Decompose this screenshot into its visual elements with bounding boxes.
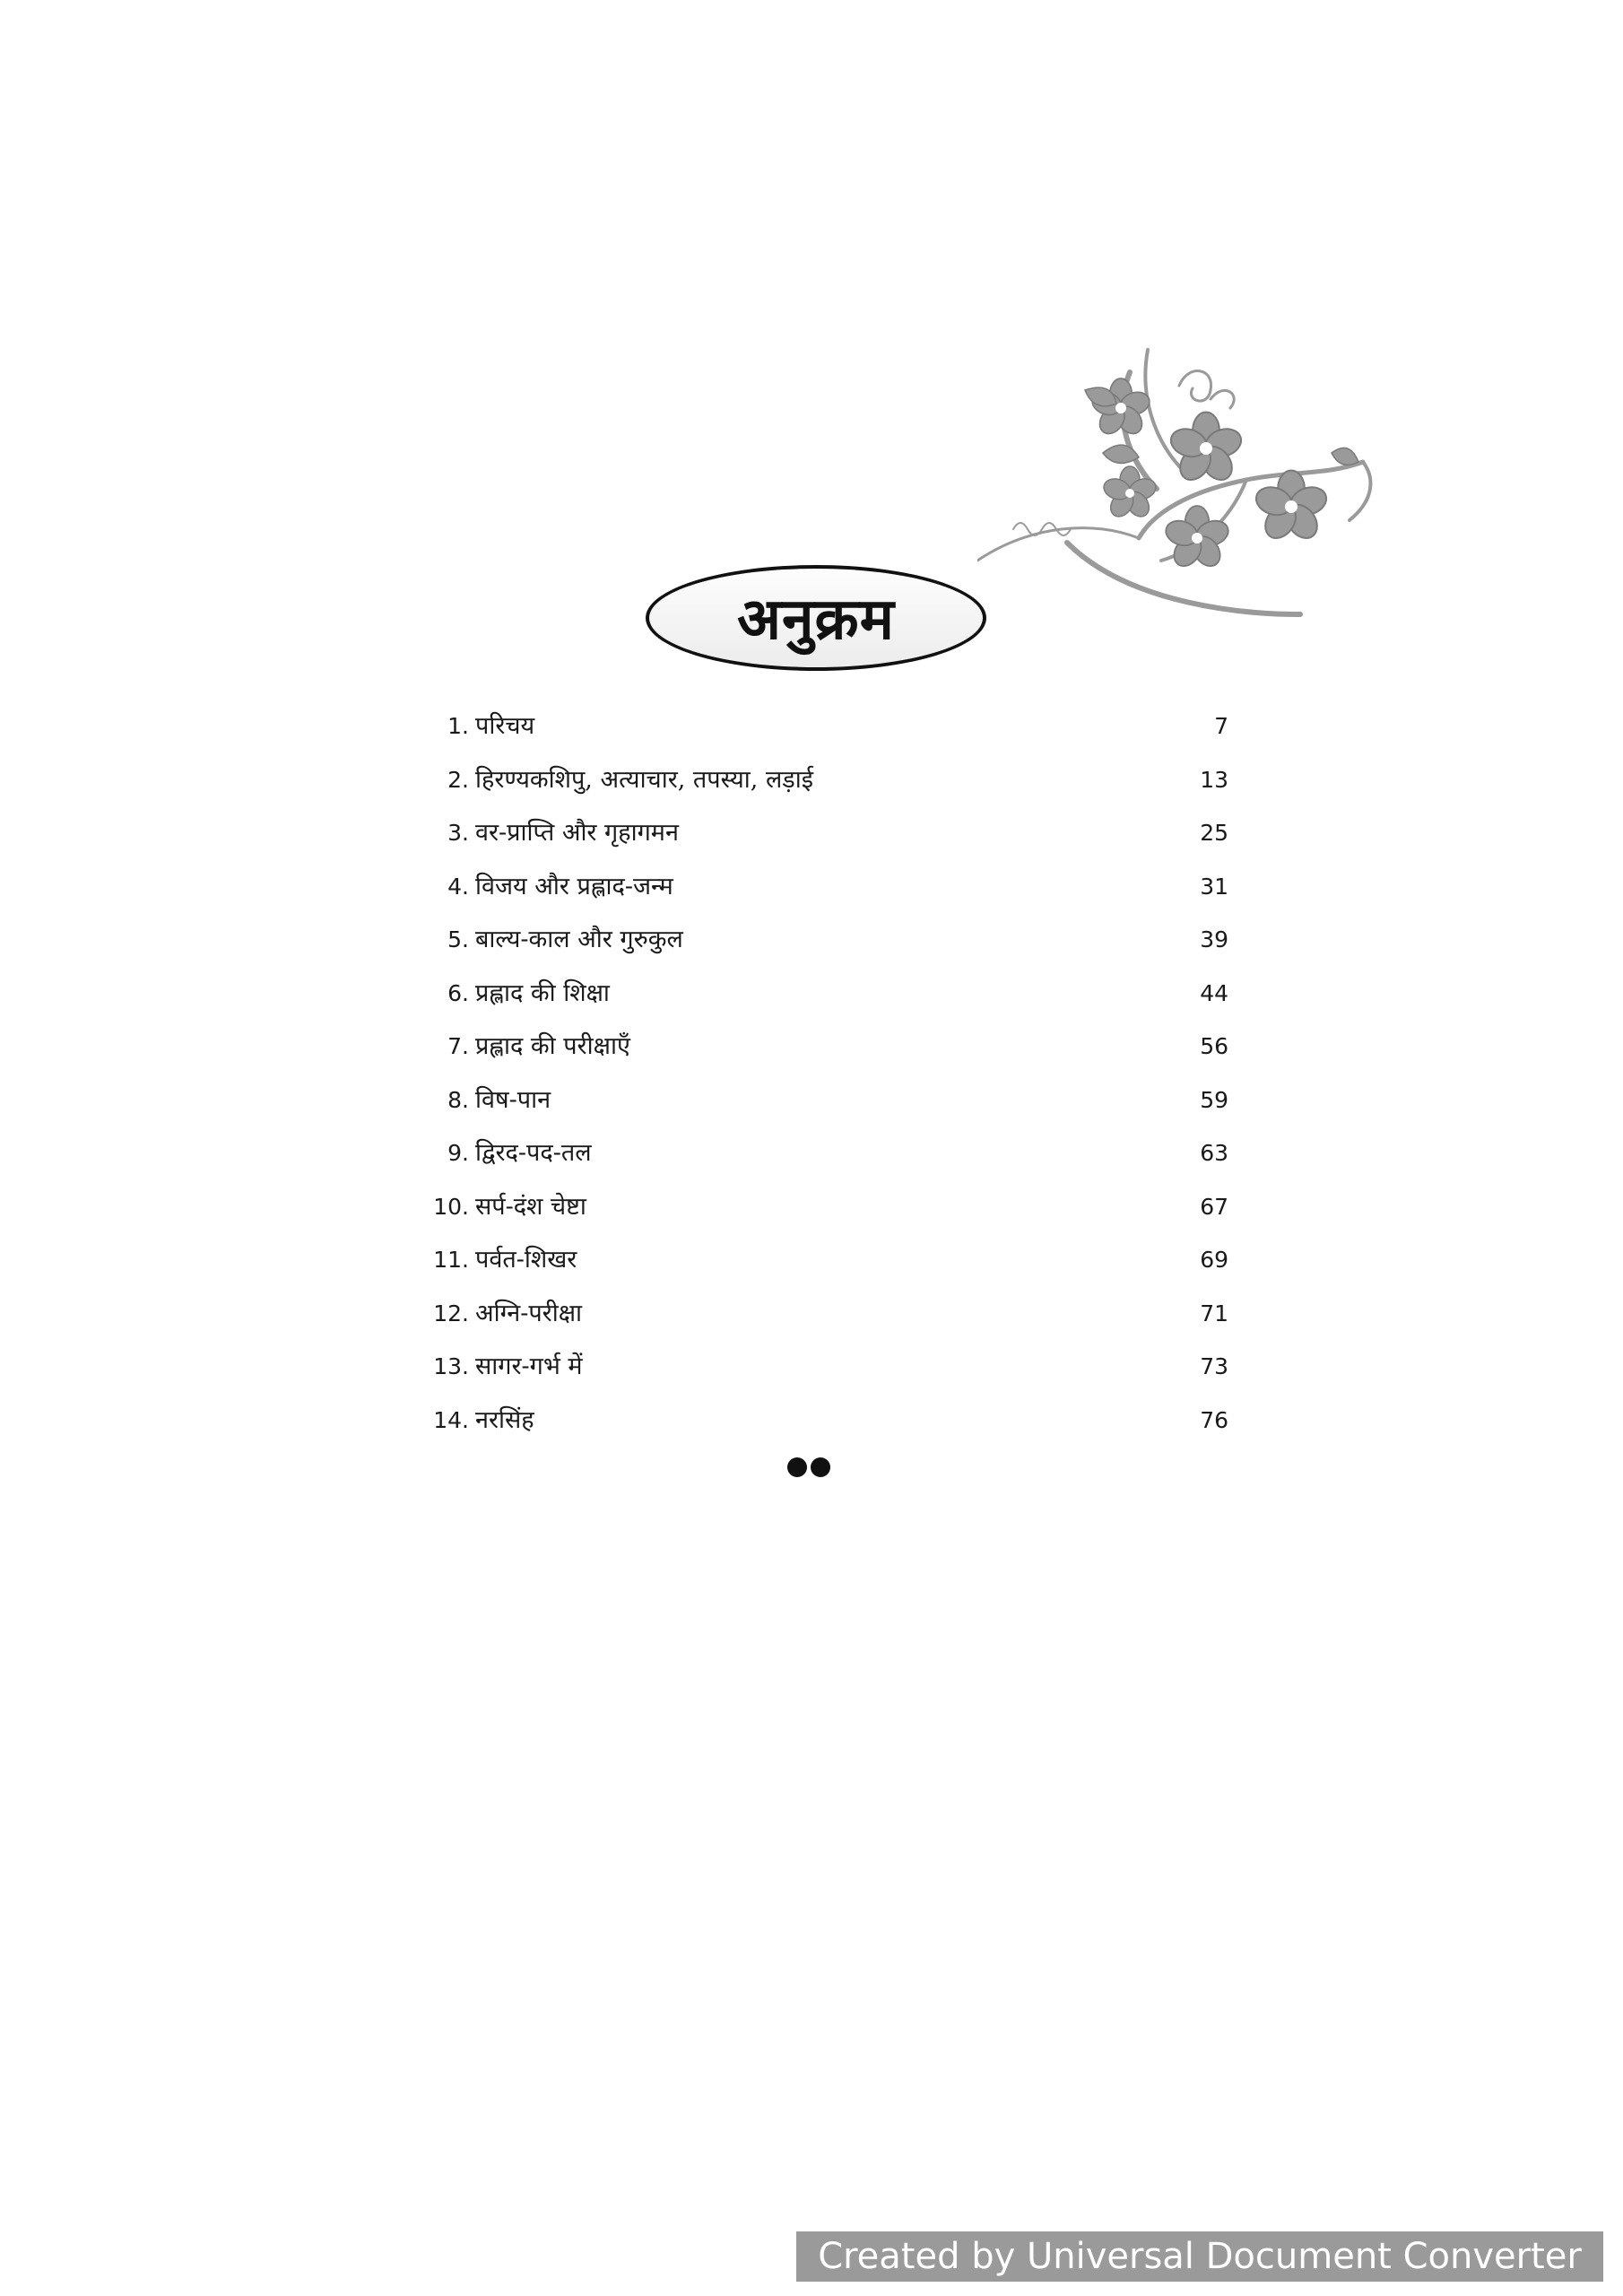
chapter-number: 13. <box>433 1353 469 1379</box>
page-number: 71 <box>1200 1300 1228 1326</box>
toc-row[interactable] <box>417 1233 1228 1287</box>
chapter-title: वर-प्राप्ति और गृहागमन <box>475 819 679 847</box>
watermark-banner: Created by Universal Document Converter <box>796 2231 1603 2282</box>
page-number: 69 <box>1200 1247 1228 1273</box>
chapter-title: नरसिंह <box>475 1405 534 1434</box>
toc-row[interactable] <box>417 1394 1228 1448</box>
toc-row[interactable] <box>417 700 1228 753</box>
toc-row[interactable] <box>417 1020 1228 1074</box>
page-number: 73 <box>1200 1353 1228 1379</box>
chapter-title: सागर-गर्भ में <box>475 1352 583 1380</box>
chapter-title: हिरण्यकशिपु, अत्याचार, तपस्या, लड़ाई <box>475 765 813 794</box>
toc-row[interactable] <box>417 860 1228 914</box>
chapter-title: अग्नि-परीक्षा <box>475 1299 583 1327</box>
chapter-number: 11. <box>433 1247 469 1273</box>
chapter-title: विष-पान <box>475 1085 551 1114</box>
toc-row[interactable] <box>417 1180 1228 1234</box>
page-number: 39 <box>1200 926 1228 952</box>
page-number: 25 <box>1200 820 1228 846</box>
chapter-number: 7. <box>447 1033 469 1059</box>
page-number: 7 <box>1214 713 1228 739</box>
chapter-title: प्रह्लाद की परीक्षाएँ <box>475 1032 630 1060</box>
toc-row[interactable] <box>417 806 1228 860</box>
chapter-number: 4. <box>447 873 469 900</box>
chapter-title: बाल्य-काल और गुरुकुल <box>475 926 683 953</box>
chapter-number: 3. <box>447 820 469 846</box>
end-dots-icon <box>787 1457 839 1477</box>
page-title: अनुक्रम <box>737 585 895 653</box>
toc-row[interactable] <box>417 1126 1228 1180</box>
chapter-title: परिचय <box>475 712 535 740</box>
chapter-number: 12. <box>433 1300 469 1326</box>
chapter-number: 9. <box>447 1140 469 1166</box>
page-number: 76 <box>1200 1406 1228 1433</box>
chapter-number: 2. <box>447 766 469 793</box>
title-banner <box>646 565 986 671</box>
chapter-number: 5. <box>447 926 469 952</box>
toc-row[interactable] <box>417 1074 1228 1127</box>
page-number: 63 <box>1200 1140 1228 1166</box>
chapter-title: द्विरद-पद-तल <box>475 1139 592 1167</box>
chapter-title: प्रह्लाद की शिक्षा <box>475 978 610 1007</box>
toc-row[interactable] <box>417 1287 1228 1341</box>
chapter-title: पर्वत-शिखर <box>475 1246 577 1274</box>
toc-row[interactable] <box>417 967 1228 1021</box>
chapter-title: विजय और प्रह्लाद-जन्म <box>475 872 673 900</box>
chapter-number: 10. <box>433 1193 469 1220</box>
toc-row[interactable] <box>417 1340 1228 1394</box>
page-number: 13 <box>1200 766 1228 793</box>
page-number: 56 <box>1200 1033 1228 1059</box>
floral-ornament-icon <box>977 345 1408 632</box>
chapter-number: 14. <box>433 1406 469 1433</box>
chapter-number: 1. <box>447 713 469 739</box>
toc-row[interactable] <box>417 913 1228 967</box>
page-number: 59 <box>1200 1086 1228 1113</box>
chapter-title: सर्प-दंश चेष्टा <box>475 1192 586 1221</box>
page-number: 67 <box>1200 1193 1228 1220</box>
chapter-number: 6. <box>447 979 469 1006</box>
table-of-contents <box>417 700 1228 1447</box>
page-number: 31 <box>1200 873 1228 900</box>
chapter-number: 8. <box>447 1086 469 1113</box>
toc-row[interactable] <box>417 753 1228 807</box>
page-number: 44 <box>1200 979 1228 1006</box>
